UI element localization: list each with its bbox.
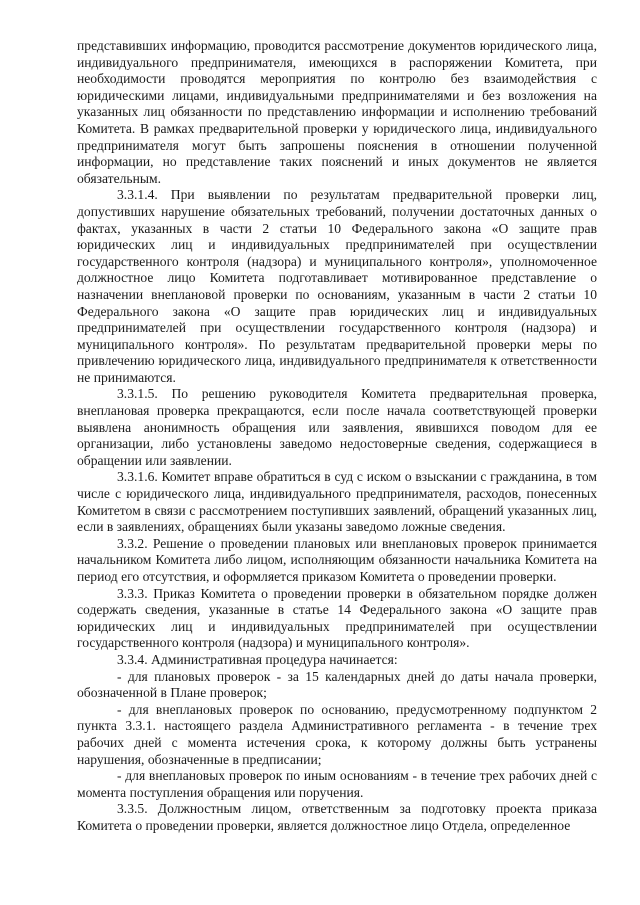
paragraph-3-3-3: 3.3.3. Приказ Комитета о проведении проверки в обязательном порядке должен содержать сведения, указанные в статье 14 Федерального закона «О защите прав юридических лиц и индивидуальных предпринимателей при осуществлении государственного контроля (надзора) и муниципального контроля». bbox=[77, 585, 597, 651]
paragraph-continuation: представивших информацию, проводится рассмотрение документов юридического лица, индивидуального предпринимателя, имеющихся в распоряжении Комитета, при необходимости проводятся мероприятия по контролю без взаимодействия с юридическими лицами, индивидуальными предпринимателями и без возложения на указанных лиц обязанности по представлению информации и исполнению требований Комитета. В рамках предварительной проверки у юридического лица, индивидуального предпринимателя могут быть запрошены пояснения в отношении полученной информации, но представление таких пояснений и иных документов не является обязательным. bbox=[77, 38, 597, 186]
paragraph-3-3-4: 3.3.4. Административная процедура начинается: bbox=[117, 651, 398, 667]
paragraph-3-3-1-6: 3.3.1.6. Комитет вправе обратиться в суд с иском о взыскании с гражданина, в том числе с юридического лица, индивидуального предпринимателя, расходов, понесенных Комитетом в связи с рассмотрением поступивших заявлений, обращений указанных лиц, если в заявлениях, обращениях были указаны заведомо ложные сведения. bbox=[77, 469, 597, 535]
paragraph-3-3-2: 3.3.2. Решение о проведении плановых или внеплановых проверок принимается начальником Комитета либо лицом, исполняющим обязанности начальника Комитета на период его отсутствия, и оформляется приказом Комитета о проведении проверки. bbox=[77, 535, 597, 584]
list-item-unplanned-inspections-order: - для внеплановых проверок по основанию, предусмотренному подпунктом 2 пункта 3.3.1. настоящего раздела Административного регламента - в течение трех рабочих дней с момента истечения срока, к которому должны быть устранены нарушения, обозначенные в предписании; bbox=[77, 701, 597, 767]
list-item-unplanned-inspections-other: - для внеплановых проверок по иным основаниям - в течение трех рабочих дней с момента поступления обращения или поручения. bbox=[77, 768, 597, 800]
list-item-planned-inspections: - для плановых проверок - за 15 календарных дней до даты начала проверки, обозначенной в Плане проверок; bbox=[77, 668, 597, 701]
paragraph-3-3-1-4: 3.3.1.4. При выявлении по результатам предварительной проверки лиц, допустивших нарушение обязательных требований, получении достаточных данных о фактах, указанных в части 2 статьи 10 Федерального закона «О защите прав юридических лиц и индивидуальных предпринимателей при осуществлении государственного контроля (надзора) и муниципального контроля», уполномоченное должностное лицо Комитета подготавливает мотивированное представление о назначении внеплановой проверки по основаниям, указанным в части 2 статьи 10 Федерального закона «О защите прав юридических лиц и индивидуальных предпринимателей при осуществлении государственного контроля (надзора) и муниципального контроля». По результатам предварительной проверки меры по привлечению юридического лица, индивидуального предпринимателя к ответственности не принимаются. bbox=[77, 187, 597, 385]
paragraph-3-3-1-5: 3.3.1.5. По решению руководителя Комитета предварительная проверка, внеплановая проверка прекращаются, если после начала соответствующей проверки выявлена анонимность обращения или заявления, явившихся поводом для ее организации, либо установлены заведомо недостоверные сведения, содержащиеся в обращении или заявлении. bbox=[77, 386, 597, 468]
paragraph-3-3-5: 3.3.5. Должностным лицом, ответственным за подготовку проекта приказа Комитета о проведении проверки, является должностное лицо Отдела, определенное bbox=[77, 801, 597, 833]
document-page bbox=[77, 38, 597, 835]
